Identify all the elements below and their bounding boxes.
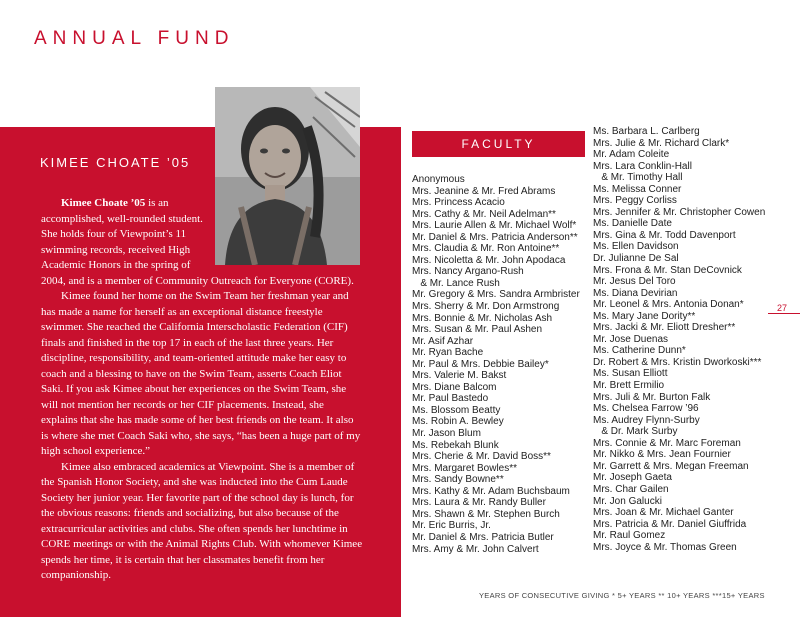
donor-name: Mr. Adam Coleite [593, 149, 670, 161]
donor-name: Ms. Rebekah Blunk [412, 439, 499, 451]
donor-name: Mrs. Margaret Bowles** [412, 462, 518, 474]
donor-name: Mr. Garrett & Mrs. Megan Freeman [593, 460, 749, 472]
donor-name: Mr. Brett Ermilio [593, 380, 665, 392]
donor-name: Mrs. Shawn & Mr. Stephen Burch [412, 508, 560, 520]
donor-name: & Mr. Lance Rush [412, 277, 500, 289]
donor-name: Mr. Daniel & Mrs. Patricia Anderson** [412, 231, 578, 243]
donor-name: Mr. Ryan Bache [412, 347, 484, 359]
story-paragraph-1 [41, 196, 213, 274]
feature-subtitle: KIMEE CHOATE ’05 [40, 155, 191, 170]
page-number: 27 [777, 303, 788, 313]
donor-name: Ms. Audrey Flynn-Surby [593, 414, 700, 426]
donor-name: Mrs. Nancy Argano-Rush [412, 266, 524, 278]
donor-name: Mrs. Kathy & Mr. Adam Buchsbaum [412, 485, 570, 497]
donor-list-column-2 [593, 126, 765, 553]
donor-name: & Mr. Timothy Hall [593, 172, 683, 184]
donor-name: Mrs. Claudia & Mr. Ron Antoine** [412, 243, 560, 255]
donor-name: Mrs. Gina & Mr. Todd Davenport [593, 229, 736, 241]
donor-name: Mrs. Princess Acacio [412, 197, 505, 209]
donor-name: Mr. Leonel & Mrs. Antonia Donan* [593, 299, 744, 311]
feature-story [41, 196, 363, 584]
donor-name: Mrs. Bonnie & Mr. Nicholas Ash [412, 312, 553, 324]
donor-name: Mr. Gregory & Mrs. Sandra Armbrister [412, 289, 580, 301]
donor-name: Mrs. Diane Balcom [412, 381, 497, 393]
donor-name: Mr. Jon Galucki [593, 495, 662, 507]
donor-name: & Dr. Mark Surby [593, 426, 678, 438]
donor-name: Mr. Jason Blum [412, 428, 481, 440]
donor-name: Mrs. Juli & Mr. Burton Falk [593, 391, 711, 403]
donor-name: Mrs. Frona & Mr. Stan DeCovnick [593, 264, 742, 276]
donor-name: Mr. Jesus Del Toro [593, 276, 676, 288]
donor-name: Mrs. Valerie M. Bakst [412, 370, 507, 382]
donor-name: Mrs. Julie & Mr. Richard Clark* [593, 137, 730, 149]
page-number-rule [768, 313, 800, 314]
story-paragraph-1-tail: 2004, and is a member of Community Outreach for Everyone (CORE). [41, 274, 354, 287]
donor-name: Mrs. Cherie & Mr. David Boss** [412, 451, 551, 463]
donor-name: Mr. Asif Azhar [412, 335, 474, 347]
story-paragraph-2: Kimee found her home on the Swim Team her freshman year and has made a name for herself as an exceptional distance freestyle swimmer. She reached the California Interscholastic Federation (CIF) finals and finished in the top 17 in each of the last three years. Her discipline, responsibility, and team-oriented attitude make her easy to coach and a blessing to have on the Swim Team, asserts Coach Eliot Saki. If you ask Kimee about her experiences on the Swim Team, she will not mention her records or her CIF placements. Instead, she explains that she has made some of her best friends on the team. It also is where she met Coach Saki who, she says, “has been a huge part of my high school experience.” [41, 290, 361, 457]
giving-legend: YEARS OF CONSECUTIVE GIVING * 5+ YEARS ** 10+ YEARS ***15+ YEARS [479, 591, 765, 600]
donor-name: Ms. Robin A. Bewley [412, 416, 504, 428]
donor-name: Mrs. Jeanine & Mr. Fred Abrams [412, 185, 556, 197]
page-title: ANNUAL FUND [34, 28, 235, 49]
donor-name: Ms. Catherine Dunn* [593, 345, 686, 357]
donor-name: Mrs. Sherry & Mr. Don Armstrong [412, 301, 560, 313]
faculty-heading: FACULTY [412, 131, 585, 157]
donor-list-column-1 [412, 174, 580, 555]
donor-name: Mrs. Cathy & Mr. Neil Adelman** [412, 208, 556, 220]
donor-name: Ms. Susan Elliott [593, 368, 668, 380]
story-paragraph-1-text: is an accomplished, well-rounded student. She holds four of Viewpoint’s 11 swimming records, received High Academic Honors in the spring of [41, 197, 203, 271]
donor-name: Mrs. Char Gailen [593, 483, 669, 495]
donor-name: Mrs. Connie & Mr. Marc Foreman [593, 437, 741, 449]
donor-name: Mrs. Joyce & Mr. Thomas Green [593, 541, 737, 553]
donor-name: Ms. Barbara L. Carlberg [593, 126, 700, 137]
donor-name: Mr. Daniel & Mrs. Patricia Butler [412, 531, 554, 543]
donor-name: Mr. Paul & Mrs. Debbie Bailey* [412, 358, 549, 370]
donor-name: Mrs. Patricia & Mr. Daniel Giuffrida [593, 518, 747, 530]
donor-name: Ms. Ellen Davidson [593, 241, 679, 253]
donor-name: Dr. Julianne De Sal [593, 253, 679, 265]
story-paragraph-3: Kimee also embraced academics at Viewpoint. She is a member of the Spanish Honor Society, and she was inducted into the Cum Laude Society her junior year. Her favorite part of the school day is lunch, for the obvious reasons: friends and socializing, but also because of the extracurricular activities and clubs. She often spends her lunchtime in CORE meetings or with the Animal Rights Club. With whomever Kimee spends her time, it is certain that her classmates benefit from her companionship. [41, 460, 363, 581]
donor-name: Ms. Danielle Date [593, 218, 672, 230]
donor-name: Mr. Joseph Gaeta [593, 472, 672, 484]
donor-name: Mrs. Laurie Allen & Mr. Michael Wolf* [412, 220, 577, 232]
donor-name: Mrs. Peggy Corliss [593, 195, 677, 207]
donor-name: Mrs. Sandy Bowne** [412, 474, 504, 486]
donor-name: Ms. Blossom Beatty [412, 404, 501, 416]
donor-name: Mrs. Laura & Mr. Randy Buller [412, 497, 546, 509]
donor-name: Mrs. Jennifer & Mr. Christopher Cowen [593, 206, 766, 218]
donor-name: Mr. Eric Burris, Jr. [412, 520, 491, 532]
donor-name: Mrs. Amy & Mr. John Calvert [412, 543, 539, 555]
donor-name: Mr. Paul Bastedo [412, 393, 489, 405]
donor-name: Ms. Melissa Conner [593, 183, 682, 195]
donor-name: Ms. Mary Jane Dority** [593, 310, 696, 322]
donor-name: Ms. Chelsea Farrow ’96 [593, 403, 699, 415]
donor-name: Dr. Robert & Mrs. Kristin Dworkoski*** [593, 356, 762, 368]
donor-name: Mrs. Nicoletta & Mr. John Apodaca [412, 254, 566, 266]
donor-name: Mrs. Jacki & Mr. Eliott Dresher** [593, 322, 736, 334]
donor-name: Mr. Nikko & Mrs. Jean Fournier [593, 449, 731, 461]
donor-name: Mrs. Susan & Mr. Paul Ashen [412, 324, 543, 336]
student-name: Kimee Choate ’05 [61, 197, 146, 209]
donor-name: Ms. Diana Devirian [593, 287, 678, 299]
donor-name: Mr. Jose Duenas [593, 333, 669, 345]
donor-name: Mrs. Lara Conklin-Hall [593, 160, 692, 172]
donor-name: Mrs. Joan & Mr. Michael Ganter [593, 507, 734, 519]
donor-name: Anonymous [412, 174, 465, 185]
donor-name: Mr. Raul Gomez [593, 530, 666, 542]
